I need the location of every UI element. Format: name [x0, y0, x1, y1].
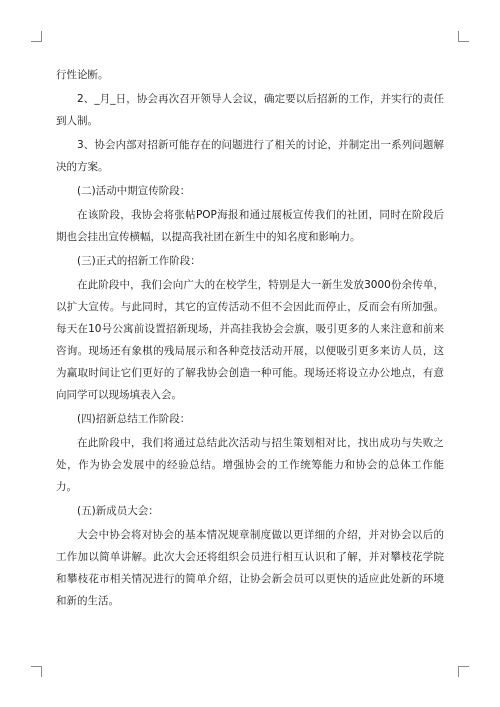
crop-mark-bottom-right: [458, 666, 469, 677]
paragraph-section-4: 在此阶段中，我们将通过总结此次活动与招生策划相对比，找出成功与失败之处，作为协会发展中的经验总结。增强协会的工作统筹能力和协会的总体工作能力。: [56, 437, 444, 493]
document-body: [56, 64, 444, 614]
paragraph-item-3: 3、协会内部对招新可能存在的问题进行了相关的讨论，并制定出一系列问题解决的方案。: [56, 139, 444, 173]
crop-mark-top-right: [458, 31, 469, 42]
paragraph-section-2: 在该阶段，我协会将张帖POP海报和通过展板宣传我们的社团，同时在阶段后期也会挂出宣传横幅，以提高我社团在新生中的知名度和影响力。: [56, 209, 444, 243]
paragraph-section-5: 大会中协会将对协会的基本情况规章制度做以更详细的介绍，并对协会以后的工作加以简单讲解。此次大会还将组织会员进行相互认识和了解，并对攀枝花学院和攀枝花市相关情况进行的简单介绍，让协会新会员可以更快的适应此处新的环境和新的生活。: [56, 529, 444, 607]
section-heading-4: (四)招新总结工作阶段：: [77, 413, 191, 425]
crop-mark-top-left: [31, 31, 42, 42]
paragraph-continuation: 行性论断。: [56, 69, 109, 81]
section-heading-5: (五)新成员大会：: [77, 505, 159, 517]
section-heading-3: (三)正式的招新工作阶段：: [77, 255, 201, 267]
paragraph-section-3: 在此阶段中，我们会向广大的在校学生，特别是大一新生发放3000份余传单，以扩大宣传。与此同时，其它的宣传活动不但不会因此而停止，反而会有所加强。每天在10号公寓前设置招新现场，并高挂我协会会旗，吸引更多的人来注意和前来咨询。现场还有象棋的残局展示和各种竞技活动开展，以便吸引更多来访人员，这为赢取时间让它们更好的了解我协会创造一种可能。现场还将设立办公地点，有意向同学可以现场填表入会。: [56, 279, 444, 401]
crop-mark-bottom-left: [31, 666, 42, 677]
section-heading-2: (二)活动中期宣传阶段：: [77, 185, 191, 197]
paragraph-item-2: 2、_月_日，协会再次召开领导人会议，确定要以后招新的工作，并实行的责任到人制。: [56, 93, 444, 127]
